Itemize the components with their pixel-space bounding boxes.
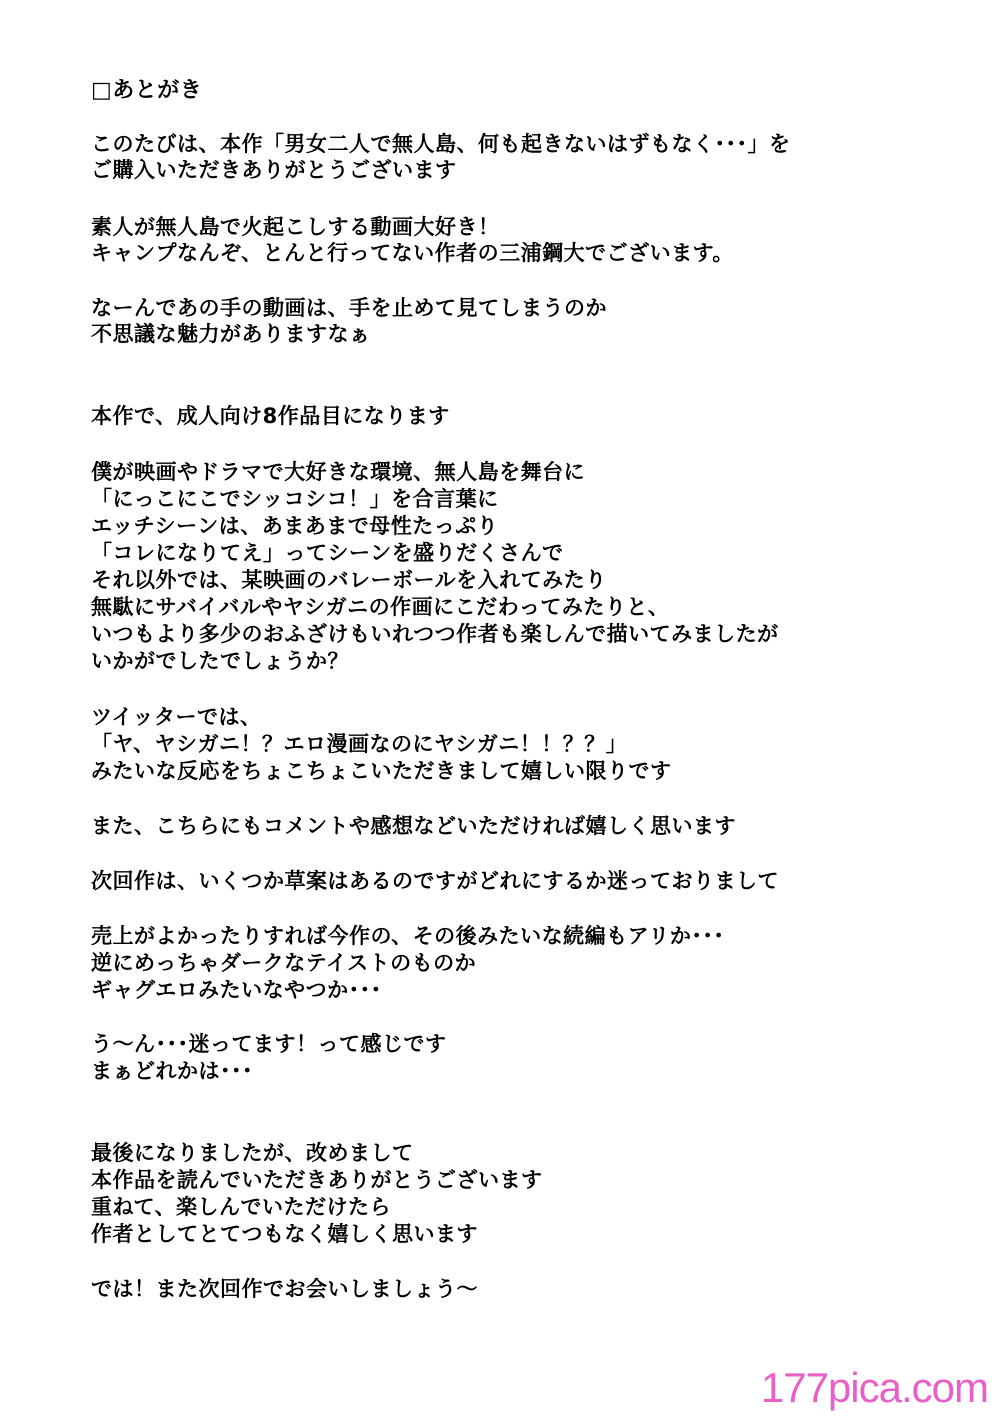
text-line: 逆にめっちゃダークなテイストのものか [91,951,477,975]
text-line: ギャグエロみたいなやつか･･･ [91,978,382,1002]
text-line: まぁどれかは･･･ [91,1059,253,1083]
text-line: 本作で、成人向け8作品目になります [91,404,450,428]
text-line: ご購入いただきありがとうございます [91,158,457,182]
text-line: みたいな反応をちょこちょこいただきまして嬉しい限りです [91,759,672,783]
text-line: 無駄にサバイバルやヤシガニの作画にこだわってみたりと、 [91,595,670,619]
text-line: 作者としてとてつもなく嬉しく思います [91,1222,478,1246]
text-line: 次回作は、いくつか草案はあるのですがどれにするか迷っておりまして [91,869,779,893]
text-line: 「にっこにこでシッコシコ！」を合言葉に [91,487,499,511]
text-line: なーんであの手の動画は、手を止めて見てしまうのか [91,296,607,320]
text-line: また、こちらにもコメントや感想などいただければ嬉しく思います [91,814,736,838]
text-line: このたびは、本作「男女二人で無人島、何も起きないはずもなく･･･」を [91,132,791,156]
text-line: 「ヤ、ヤシガニ！？エロ漫画なのにヤシガニ！！？？」 [91,732,628,756]
text-line: 「コレになりてえ」ってシーンを盛りだくさんで [91,541,564,565]
text-line: 売上がよかったりすれば今作の、その後みたいな続編もアリか･･･ [91,924,725,948]
text-line: エッチシーンは、あまあまで母性たっぷり [91,514,499,538]
text-line: 本作品を読んでいただきありがとうございます [91,1168,543,1192]
text-line: いつもより多少のおふざけもいれつつ作者も楽しんで描いてみましたが [91,622,779,646]
text-line: キャンプなんぞ、とんと行ってない作者の三浦鋼大でございます。 [91,241,734,265]
text-line: ツイッターでは、 [91,705,262,729]
text-line: では！また次回作でお会いしましょう～ [91,1277,478,1301]
text-line: 重ねて、楽しんでいただけたら [91,1195,392,1219]
text-line: 素人が無人島で火起こしする動画大好き！ [91,215,500,239]
text-line: 僕が映画やドラマで大好きな環境、無人島を舞台に [91,460,586,484]
text-line: う～ん･･･迷ってます！って感じです [91,1032,447,1056]
text-line: 不思議な魅力がありますなぁ [91,322,371,346]
text-line: それ以外では、某映画のバレーボールを入れてみたり [91,568,607,592]
watermark: 177pica.com [760,1364,988,1411]
afterword-title: □あとがき [91,78,203,103]
text-line: 最後になりましたが、改めまして [91,1141,414,1165]
text-line: いかがでしたでしょうか？ [91,649,349,673]
